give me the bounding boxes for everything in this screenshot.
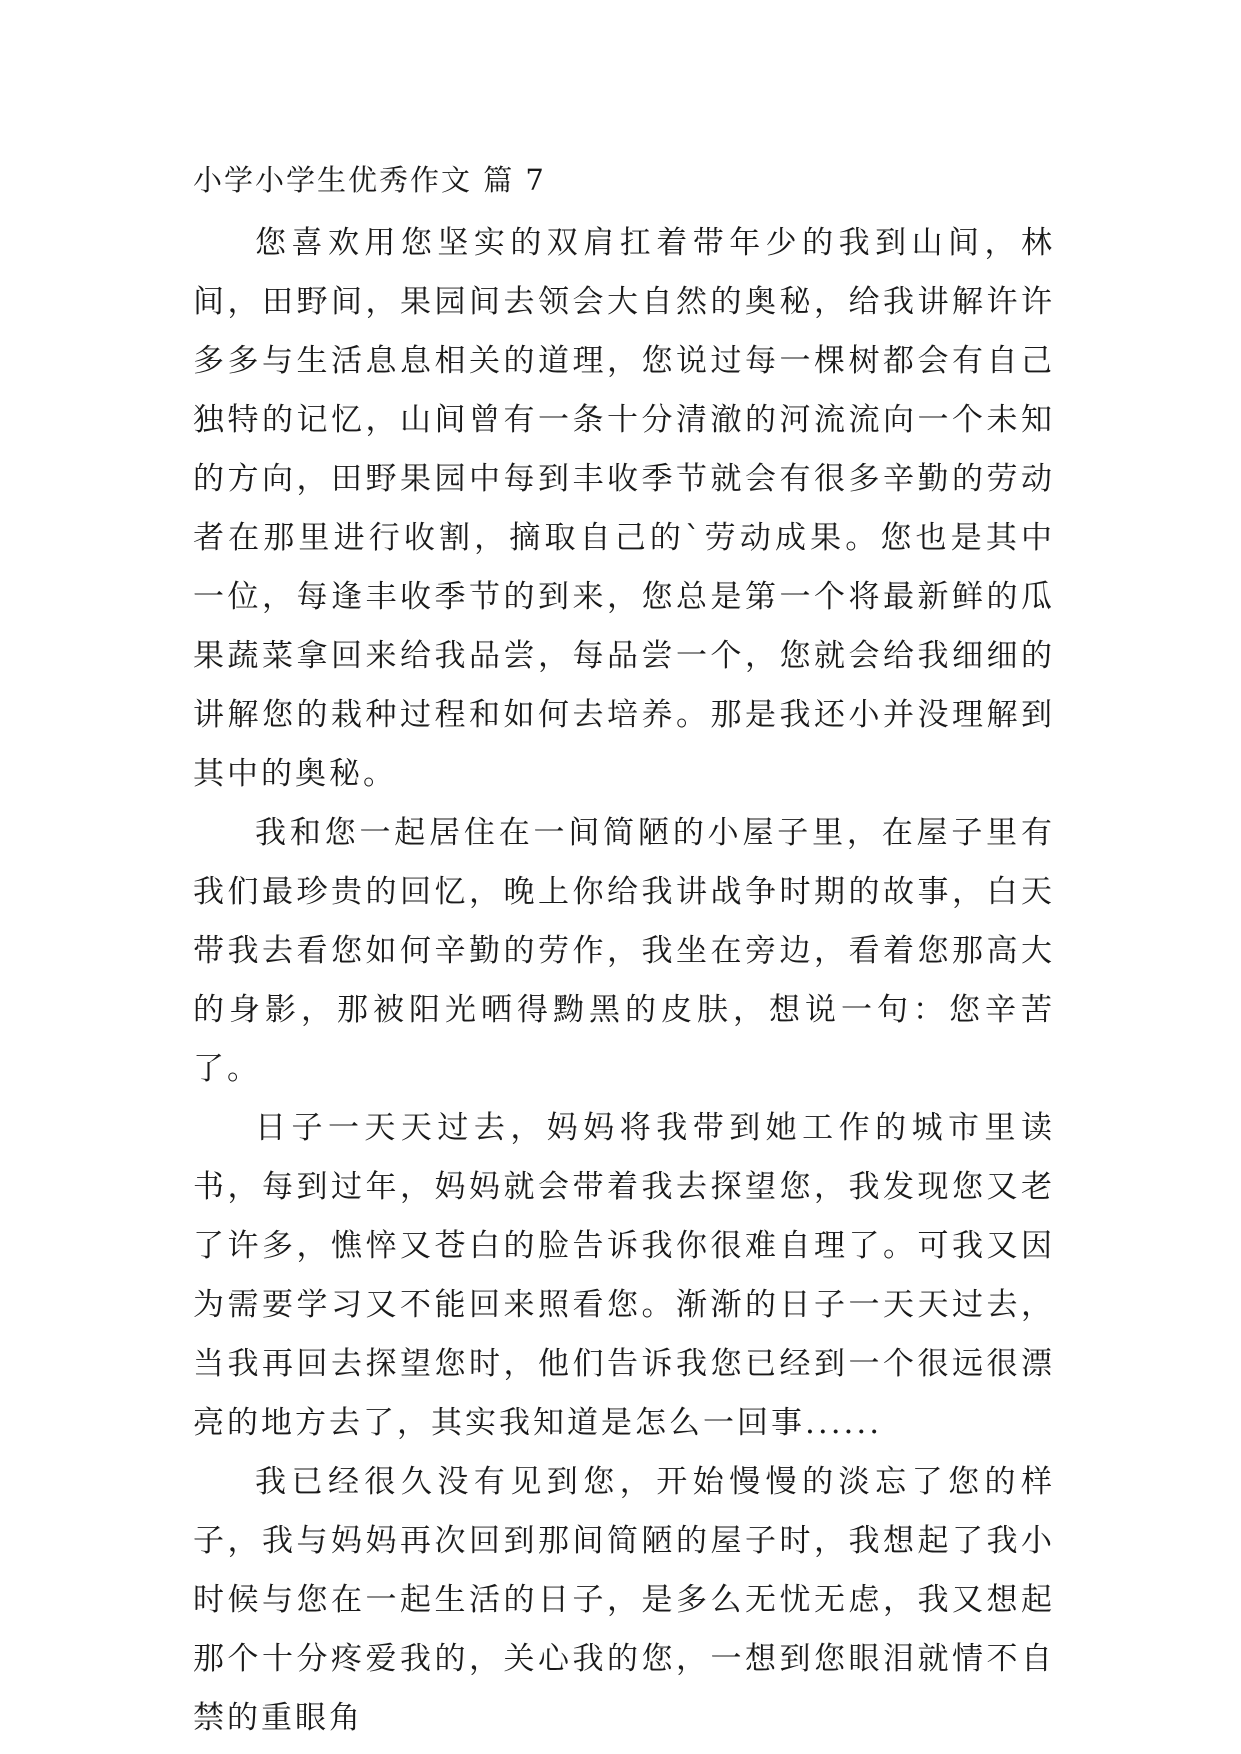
paragraph-4: 我已经很久没有见到您，开始慢慢的淡忘了您的样子，我与妈妈再次回到那间简陋的屋子时，我想起了我小时候与您在一起生活的日子，是多么无忧无虑，我又想起那个十分疼爱我的，关心我的您，一想到您眼泪就情不自禁的重眼角 [193,1464,1055,1736]
document-page [193,160,1055,1748]
paragraph-3: 日子一天天过去，妈妈将我带到她工作的城市里读书，每到过年，妈妈就会带着我去探望您，我发现您又老了许多，憔悴又苍白的脸告诉我你很难自理了。可我又因为需要学习又不能回来照看您。渐渐的日子一天天过去，当我再回去探望您时，他们告诉我您已经到一个很远很漂亮的地方去了，其实我知道是怎么一回事...... [193,1110,1055,1441]
paragraph-2: 我和您一起居住在一间简陋的小屋子里，在屋子里有我们最珍贵的回忆，晚上你给我讲战争时期的故事，白天带我去看您如何辛勤的劳作，我坐在旁边，看着您那高大的身影，那被阳光晒得黝黑的皮肤，想说一句：您辛苦了。 [193,815,1055,1087]
paragraph-1: 您喜欢用您坚实的双肩扛着带年少的我到山间，林间，田野间，果园间去领会大自然的奥秘，给我讲解许许多多与生活息息相关的道理，您说过每一棵树都会有自己独特的记忆，山间曾有一条十分清澈的河流流向一个未知的方向，田野果园中每到丰收季节就会有很多辛勤的劳动者在那里进行收割，摘取自己的`劳动成果。您也是其中一位，每逢丰收季节的到来，您总是第一个将最新鲜的瓜果蔬菜拿回来给我品尝，每品尝一个，您就会给我细细的讲解您的栽种过程和如何去培养。那是我还小并没理解到其中的奥秘。 [193,225,1055,792]
essay-title: 小学小学生优秀作文 篇 7 [193,163,546,197]
